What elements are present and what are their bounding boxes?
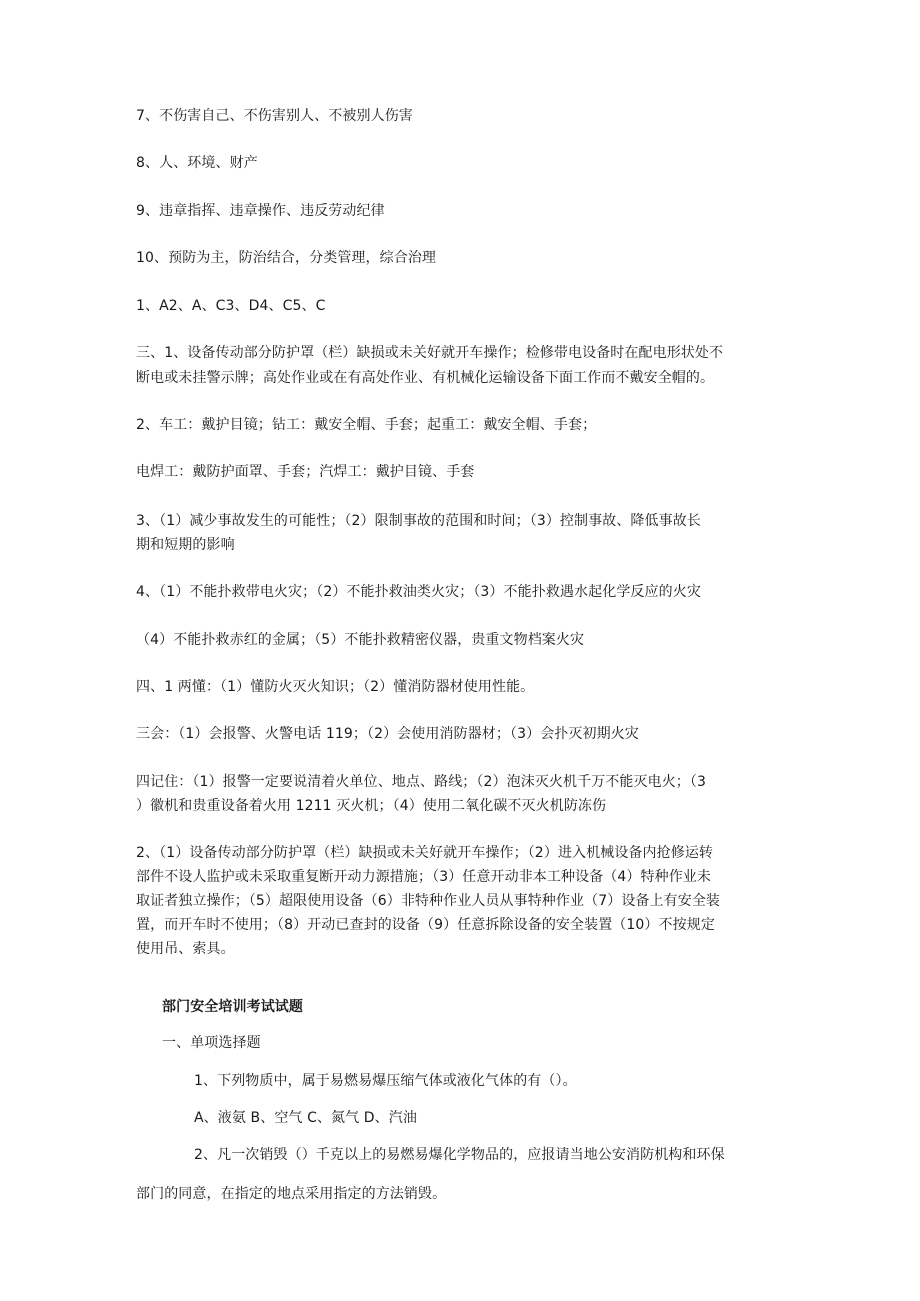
- section4-q2-line1: 2、（1）设备传动部分防护罩（栏）缺损或未关好就开车操作；（2）进入机械设备内抢修运转: [136, 845, 714, 861]
- section3-q3-line1: 3、（1）减少事故发生的可能性；（2）限制事故的范围和时间；（3）控制事故、降低事故长: [136, 513, 701, 529]
- section3-q2-line2: 电焊工：戴防护面罩、手套；汽焊工：戴护目镜、手套: [136, 464, 475, 480]
- answer-9: 9、违章指挥、违章操作、违反劳动纪律: [136, 203, 385, 219]
- exam-title: 部门安全培训考试试题: [162, 999, 303, 1015]
- answer-8: 8、人、环境、财产: [136, 155, 258, 171]
- section4-two-understand: 四、1 两懂：（1）懂防火灭火知识；（2）懂消防器材使用性能。: [136, 679, 535, 695]
- exam-question-2-line2: 部门的同意，在指定的地点采用指定的方法销毁。: [136, 1186, 447, 1202]
- section4-q2-line3: 取证者独立操作；（5）超限使用设备（6）非特种作业人员从事特种作业（7）设备上有安全装: [136, 893, 721, 909]
- section4-q2-line5: 使用吊、索具。: [136, 941, 235, 957]
- exam-question-1: 1、下列物质中，属于易燃易爆压缩气体或液化气体的有（）。: [194, 1073, 577, 1089]
- exam-section-single-choice: 一、单项选择题: [162, 1035, 261, 1051]
- section3-q2-line1: 2、车工：戴护目镜；钻工：戴安全帽、手套；起重工：戴安全帽、手套；: [136, 417, 597, 433]
- section4-three-can: 三会：（1）会报警、火警电话 119；（2）会使用消防器材；（3）会扑灭初期火灾: [136, 726, 639, 742]
- exam-question-2-line1: 2、凡一次销毁（）千克以上的易燃易爆化学物品的，应报请当地公安消防机构和环保: [194, 1147, 725, 1163]
- answer-10: 10、预防为主，防治结合，分类管理，综合治理: [136, 250, 437, 266]
- section4-q2-line4: 置，而开车时不使用；（8）开动已查封的设备（9）任意拆除设备的安全装置（10）不按规定: [136, 917, 715, 933]
- section3-q4-line1: 4、（1）不能扑救带电火灾；（2）不能扑救油类火灾；（3）不能扑救遇水起化学反应的火灾: [136, 584, 701, 600]
- section3-q4-line2: （4）不能扑救赤红的金属；（5）不能扑救精密仪器，贵重文物档案火灾: [136, 632, 585, 648]
- section3-q1-line2: 断电或未挂警示牌；高处作业或在有高处作业、有机械化运输设备下面工作而不戴安全帽的。: [136, 370, 715, 386]
- section3-q3-line2: 期和短期的影响: [136, 537, 235, 553]
- choice-answers: 1、A2、A、C3、D4、C5、C: [136, 298, 326, 314]
- section4-four-remember-line2: ）徽机和贵重设备着火用 1211 灭火机；（4）使用二氧化碳不灭火机防冻伤: [136, 798, 607, 814]
- section4-q2-line2: 部件不设人监护或未采取重复断开动力源措施；（3）任意开动非本工种设备（4）特种作业未: [136, 869, 712, 885]
- section4-four-remember-line1: 四记住：（1）报警一定要说清着火单位、地点、路线；（2）泡沫灭火机千万不能灭电火；（3: [136, 774, 707, 790]
- section3-q1-line1: 三、1、设备传动部分防护罩（栏）缺损或未关好就开车操作；检修带电设备时在配电形状处不: [136, 345, 724, 361]
- answer-7: 7、不伤害自己、不伤害别人、不被别人伤害: [136, 108, 413, 124]
- exam-question-1-options: A、液氨 B、空气 C、氮气 D、汽油: [194, 1110, 417, 1126]
